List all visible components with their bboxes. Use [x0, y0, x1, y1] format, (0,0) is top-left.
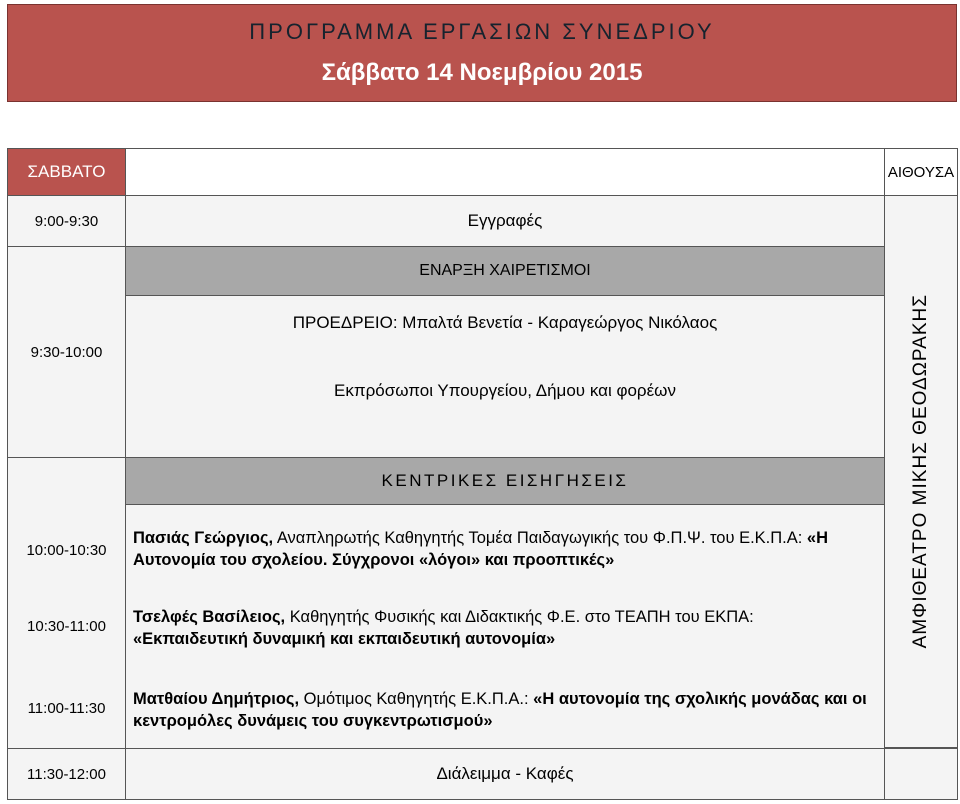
time-slot: 11:00-11:30: [27, 700, 106, 717]
room-label: ΑΙΘΟΥΣΑ: [884, 148, 958, 196]
opening-header: ΕΝΑΡΞΗ ΧΑΙΡΕΤΙΣΜΟΙ: [125, 246, 885, 296]
room-name: ΑΜΦΙΘΕΑΤΡΟ ΜΙΚΗΣ ΘΕΟΔΩΡΑΚΗΣ: [910, 294, 931, 649]
time-slot: 10:00-10:30: [26, 542, 107, 559]
talk-affiliation: Ομότιμος Καθηγητής Ε.Κ.Π.Α.:: [299, 690, 534, 708]
keynotes-header: ΚΕΝΤΡΙΚΕΣ ΕΙΣΗΓΗΣΕΙΣ: [125, 457, 885, 505]
representatives-text: Εκπρόσωποι Υπουργείου, Δήμου και φορέων: [334, 381, 676, 400]
program-title: ΠΡΟΓΡΑΜΜΑ ΕΡΓΑΣΙΩΝ ΣΥΝΕΔΡΙΟΥ: [249, 19, 715, 44]
room-bottom-cell: [884, 748, 958, 800]
time-slot: 11:30-12:00: [7, 748, 126, 800]
time-slot-label: 9:30-10:00: [30, 343, 103, 361]
talk-title: «Η αυτονομία της σχολικής μονάδας και οι κεντρομόλες δυνάμεις του συγκεντρωτισμού»: [133, 690, 867, 730]
presidium-text: ΠΡΟΕΔΡΕΙΟ: Μπαλτά Βενετία - Καραγεώργος Νικόλαος: [292, 313, 718, 332]
opening-cell: [125, 295, 885, 458]
time-slot: [7, 246, 126, 458]
talk-entry: [133, 527, 873, 571]
break-cell: Διάλειμμα - Καφές: [125, 748, 885, 800]
day-label: ΣΑΒΒΑΤΟ: [7, 148, 126, 196]
keynote-times-cell: [7, 457, 126, 749]
header-spacer: [125, 148, 885, 196]
talk-entry: [133, 606, 873, 650]
time-slot: 10:30-11:00: [27, 618, 106, 635]
registration-cell: Εγγραφές: [125, 195, 885, 247]
room-cell: [884, 195, 958, 748]
talk-affiliation: Αναπληρωτής Καθηγητής Τομέα Παιδαγωγικής του Φ.Π.Ψ. του Ε.Κ.Π.Α:: [273, 529, 807, 547]
program-date: Σάββατο 14 Νοεμβρίου 2015: [321, 59, 643, 86]
talk-speaker: Πασιάς Γεώργιος,: [133, 529, 274, 547]
talk-speaker: Ματθαίου Δημήτριος,: [133, 690, 300, 708]
keynotes-cell: [125, 504, 885, 749]
talk-affiliation: Καθηγητής Φυσικής και Διδακτικής Φ.Ε. στο ΤΕΑΠΗ του ΕΚΠΑ:: [285, 608, 754, 626]
talk-entry: [133, 688, 873, 732]
talk-title: «Εκπαιδευτική δυναμική και εκπαιδευτική αυτονομία»: [133, 630, 556, 648]
program-header: [7, 4, 957, 102]
time-slot: 9:00-9:30: [7, 195, 126, 247]
talk-title: «Η Αυτονομία του σχολείου. Σύγχρονοι «λόγοι» και προοπτικές»: [133, 529, 829, 569]
talk-speaker: Τσελφές Βασίλειος,: [133, 608, 286, 626]
